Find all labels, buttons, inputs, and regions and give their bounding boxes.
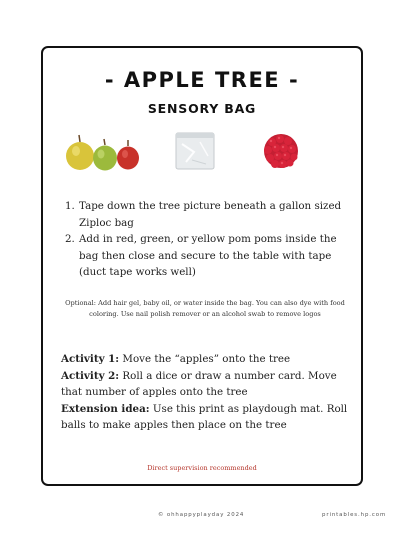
apples-photo-icon <box>65 130 145 172</box>
page-title: - APPLE TREE - <box>104 68 300 92</box>
step-number: 1. <box>65 200 75 212</box>
activity-item <box>61 401 353 434</box>
activity-label: Extension idea: <box>61 402 150 415</box>
step-number: 2. <box>65 233 75 245</box>
activity-label: Activity 2: <box>61 369 120 382</box>
activity-text: Roll a dice or draw a number card. Move that number of apples onto the tree <box>61 369 337 398</box>
footer-website: printables.hp.com <box>322 512 387 518</box>
instruction-step <box>65 198 347 231</box>
page-subtitle: SENSORY BAG <box>147 101 257 116</box>
activity-item <box>61 351 353 368</box>
activity-item <box>61 368 353 401</box>
optional-note: Optional: Add hair gel, baby oil, or water inside the bag. You can also dye with food coloring. Use nail polish remover or an alcohol swab to remove logos <box>65 299 345 318</box>
activity-text: Use this print as playdough mat. Roll balls to make apples then place on the tree <box>61 402 348 431</box>
supplies-pictures <box>43 130 361 172</box>
step-text: Add in red, green, or yellow pom poms inside the bag then close and secure to the table with tape (duct tape works well) <box>79 233 337 278</box>
activity-label: Activity 1: <box>61 353 120 365</box>
activities-section <box>61 351 353 434</box>
sensory-bag-card <box>41 46 363 486</box>
step-text: Tape down the tree picture beneath a gallon sized Ziploc bag <box>79 200 342 229</box>
activity-text: Move the “apples” onto the tree <box>119 353 291 365</box>
ziploc-bag-photo-icon <box>174 130 216 172</box>
red-pom-poms-photo-icon <box>260 130 302 172</box>
instruction-step <box>65 231 347 281</box>
footer-copyright: © ohhappyplayday 2024 <box>158 512 245 518</box>
supervision-note: Direct supervision recommended <box>147 464 257 472</box>
instructions-list <box>65 198 347 281</box>
